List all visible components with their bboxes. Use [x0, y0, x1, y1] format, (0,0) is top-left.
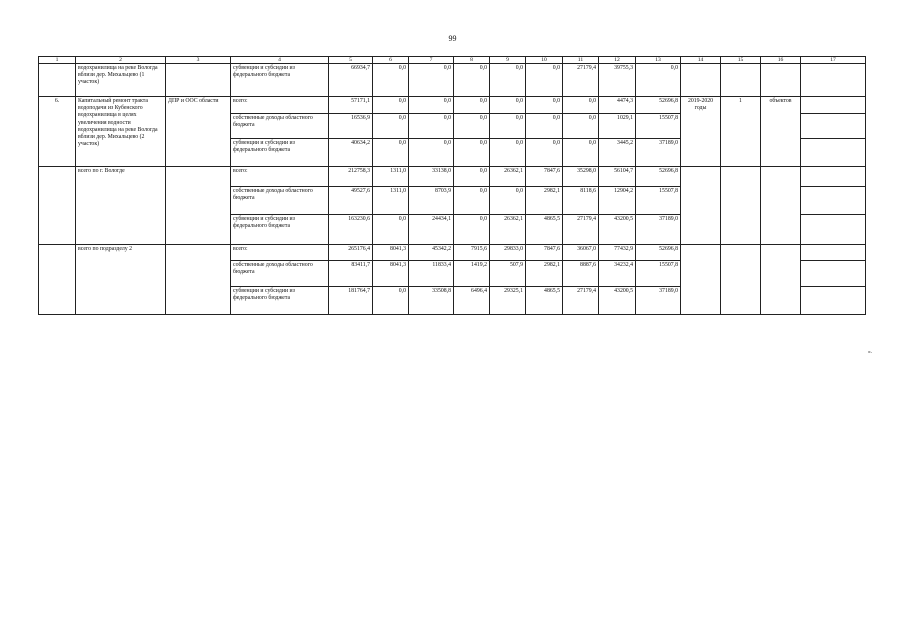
column-number: 10: [526, 57, 563, 64]
empty-cell: [801, 97, 866, 114]
empty-cell: [801, 245, 866, 261]
row-number: 6.: [39, 97, 76, 167]
amount-cell: 0,0: [490, 114, 526, 139]
column-number: 12: [599, 57, 636, 64]
amount-cell: 0,0: [454, 64, 490, 97]
amount-cell: 40634,2: [329, 139, 373, 167]
amount-cell: 57171,1: [329, 97, 373, 114]
implementation-period: 2019-2020 годы: [681, 97, 721, 167]
funding-source: субвенции и субсидии из федерального бюджета: [231, 215, 329, 245]
amount-cell: 2982,1: [526, 261, 563, 287]
amount-cell: 0,0: [526, 139, 563, 167]
column-number: 6: [373, 57, 409, 64]
table-row: [39, 97, 866, 114]
amount-cell: 45342,2: [409, 245, 454, 261]
column-number: 14: [681, 57, 721, 64]
amount-cell: 0,0: [563, 139, 599, 167]
amount-cell: 8887,6: [563, 261, 599, 287]
amount-cell: 1419,2: [454, 261, 490, 287]
amount-cell: 37189,0: [636, 287, 681, 315]
amount-cell: 0,0: [454, 97, 490, 114]
amount-cell: 0,0: [490, 97, 526, 114]
empty-cell: [801, 187, 866, 215]
amount-cell: 0,0: [490, 64, 526, 97]
column-number: 1: [39, 57, 76, 64]
object-count: 1: [721, 97, 761, 167]
amount-cell: 0,0: [526, 97, 563, 114]
column-number: 17: [801, 57, 866, 64]
column-number: 8: [454, 57, 490, 64]
amount-cell: 0,0: [454, 187, 490, 215]
empty-cell: [801, 287, 866, 315]
table-row: [39, 64, 866, 97]
amount-cell: 8041,3: [373, 261, 409, 287]
amount-cell: 56104,7: [599, 167, 636, 187]
column-number-row: [39, 57, 866, 64]
amount-cell: 66934,7: [329, 64, 373, 97]
object-count: [721, 64, 761, 97]
unit: [761, 167, 801, 245]
amount-cell: 7847,6: [526, 245, 563, 261]
column-number: 13: [636, 57, 681, 64]
amount-cell: 0,0: [373, 139, 409, 167]
amount-cell: 7915,6: [454, 245, 490, 261]
funding-source: собственные доходы областного бюджета: [231, 114, 329, 139]
amount-cell: 1029,1: [599, 114, 636, 139]
implementation-period: [681, 245, 721, 315]
amount-cell: 4865,5: [526, 215, 563, 245]
amount-cell: 27179,4: [563, 215, 599, 245]
amount-cell: 0,0: [526, 64, 563, 97]
table-row: [39, 245, 866, 261]
amount-cell: 0,0: [490, 139, 526, 167]
amount-cell: 24434,1: [409, 215, 454, 245]
executor: [166, 245, 231, 315]
amount-cell: 0,0: [373, 287, 409, 315]
amount-cell: 15507,8: [636, 187, 681, 215]
amount-cell: 0,0: [563, 114, 599, 139]
measure-name: всего по подразделу 2: [76, 245, 166, 315]
amount-cell: 0,0: [373, 64, 409, 97]
column-number: 15: [721, 57, 761, 64]
empty-cell: [801, 139, 866, 167]
amount-cell: 0,0: [454, 167, 490, 187]
amount-cell: 0,0: [490, 187, 526, 215]
column-number: 5: [329, 57, 373, 64]
funding-source: собственные доходы областного бюджета: [231, 261, 329, 287]
object-count: [721, 245, 761, 315]
amount-cell: 37189,0: [636, 215, 681, 245]
unit: объектов: [761, 97, 801, 167]
amount-cell: 49527,6: [329, 187, 373, 215]
object-count: [721, 167, 761, 245]
measure-name: всего по г. Вологде: [76, 167, 166, 245]
amount-cell: 163230,6: [329, 215, 373, 245]
amount-cell: 0,0: [454, 215, 490, 245]
amount-cell: 33138,0: [409, 167, 454, 187]
amount-cell: 1311,0: [373, 167, 409, 187]
column-number: 9: [490, 57, 526, 64]
empty-cell: [801, 167, 866, 187]
amount-cell: 8703,9: [409, 187, 454, 215]
amount-cell: 0,0: [409, 97, 454, 114]
amount-cell: 1311,0: [373, 187, 409, 215]
page-number: 99: [448, 34, 457, 43]
funding-source: всего:: [231, 97, 329, 114]
amount-cell: 16536,9: [329, 114, 373, 139]
amount-cell: 0,0: [454, 139, 490, 167]
amount-cell: 4865,5: [526, 287, 563, 315]
amount-cell: 0,0: [373, 97, 409, 114]
amount-cell: 12904,2: [599, 187, 636, 215]
amount-cell: 27179,4: [563, 287, 599, 315]
row-number: [39, 64, 76, 97]
funding-source: всего:: [231, 167, 329, 187]
amount-cell: 8041,3: [373, 245, 409, 261]
column-number: 7: [409, 57, 454, 64]
amount-cell: 0,0: [409, 64, 454, 97]
amount-cell: 36067,0: [563, 245, 599, 261]
amount-cell: 507,9: [490, 261, 526, 287]
implementation-period: [681, 167, 721, 245]
amount-cell: 0,0: [409, 139, 454, 167]
amount-cell: 6496,4: [454, 287, 490, 315]
amount-cell: 4474,3: [599, 97, 636, 114]
funding-source: всего:: [231, 245, 329, 261]
column-number: 11: [563, 57, 599, 64]
amount-cell: 29833,0: [490, 245, 526, 261]
funding-source: собственные доходы областного бюджета: [231, 187, 329, 215]
amount-cell: 0,0: [373, 114, 409, 139]
footnote: ».: [868, 349, 873, 355]
funding-source: субвенции и субсидии из федерального бюджета: [231, 64, 329, 97]
amount-cell: 0,0: [636, 64, 681, 97]
amount-cell: 27179,4: [563, 64, 599, 97]
amount-cell: 0,0: [409, 114, 454, 139]
amount-cell: 43200,5: [599, 287, 636, 315]
amount-cell: 265176,4: [329, 245, 373, 261]
amount-cell: 34232,4: [599, 261, 636, 287]
amount-cell: 29325,1: [490, 287, 526, 315]
empty-cell: [801, 114, 866, 139]
executor: [166, 64, 231, 97]
table-row: [39, 167, 866, 187]
amount-cell: 52696,8: [636, 97, 681, 114]
empty-cell: [801, 64, 866, 97]
unit: [761, 64, 801, 97]
amount-cell: 7847,6: [526, 167, 563, 187]
amount-cell: 39755,3: [599, 64, 636, 97]
empty-cell: [801, 261, 866, 287]
amount-cell: 0,0: [373, 215, 409, 245]
amount-cell: 52696,8: [636, 245, 681, 261]
amount-cell: 0,0: [454, 114, 490, 139]
column-number: 4: [231, 57, 329, 64]
amount-cell: 0,0: [563, 97, 599, 114]
amount-cell: 33508,8: [409, 287, 454, 315]
funding-source: субвенции и субсидии из федерального бюджета: [231, 287, 329, 315]
measure-name: Капитальный ремонт тракта водоподачи из Кубенского водохранилища в целях увеличения водности водохранилища на реке Вологда вблизи дер. Михальцево (2 участок): [76, 97, 166, 167]
amount-cell: 52696,8: [636, 167, 681, 187]
amount-cell: 26362,1: [490, 215, 526, 245]
column-number: 2: [76, 57, 166, 64]
funding-source: субвенции и субсидии из федерального бюджета: [231, 139, 329, 167]
amount-cell: 26362,1: [490, 167, 526, 187]
amount-cell: 15507,8: [636, 114, 681, 139]
column-number: 3: [166, 57, 231, 64]
amount-cell: 15507,8: [636, 261, 681, 287]
empty-cell: [801, 215, 866, 245]
amount-cell: 0,0: [526, 114, 563, 139]
unit: [761, 245, 801, 315]
executor: [166, 167, 231, 245]
amount-cell: 77432,9: [599, 245, 636, 261]
row-number: [39, 167, 76, 245]
amount-cell: 181764,7: [329, 287, 373, 315]
row-number: [39, 245, 76, 315]
amount-cell: 35298,0: [563, 167, 599, 187]
amount-cell: 43200,5: [599, 215, 636, 245]
amount-cell: 3445,2: [599, 139, 636, 167]
amount-cell: 212758,3: [329, 167, 373, 187]
amount-cell: 37189,0: [636, 139, 681, 167]
amount-cell: 11833,4: [409, 261, 454, 287]
implementation-period: [681, 64, 721, 97]
executor: ДПР и ООС области: [166, 97, 231, 167]
column-number: 16: [761, 57, 801, 64]
measure-name: водохранилища на реке Вологда вблизи дер. Михальцево (1 участок): [76, 64, 166, 97]
amount-cell: 83411,7: [329, 261, 373, 287]
budget-table: [38, 56, 866, 315]
amount-cell: 2982,1: [526, 187, 563, 215]
amount-cell: 8118,6: [563, 187, 599, 215]
